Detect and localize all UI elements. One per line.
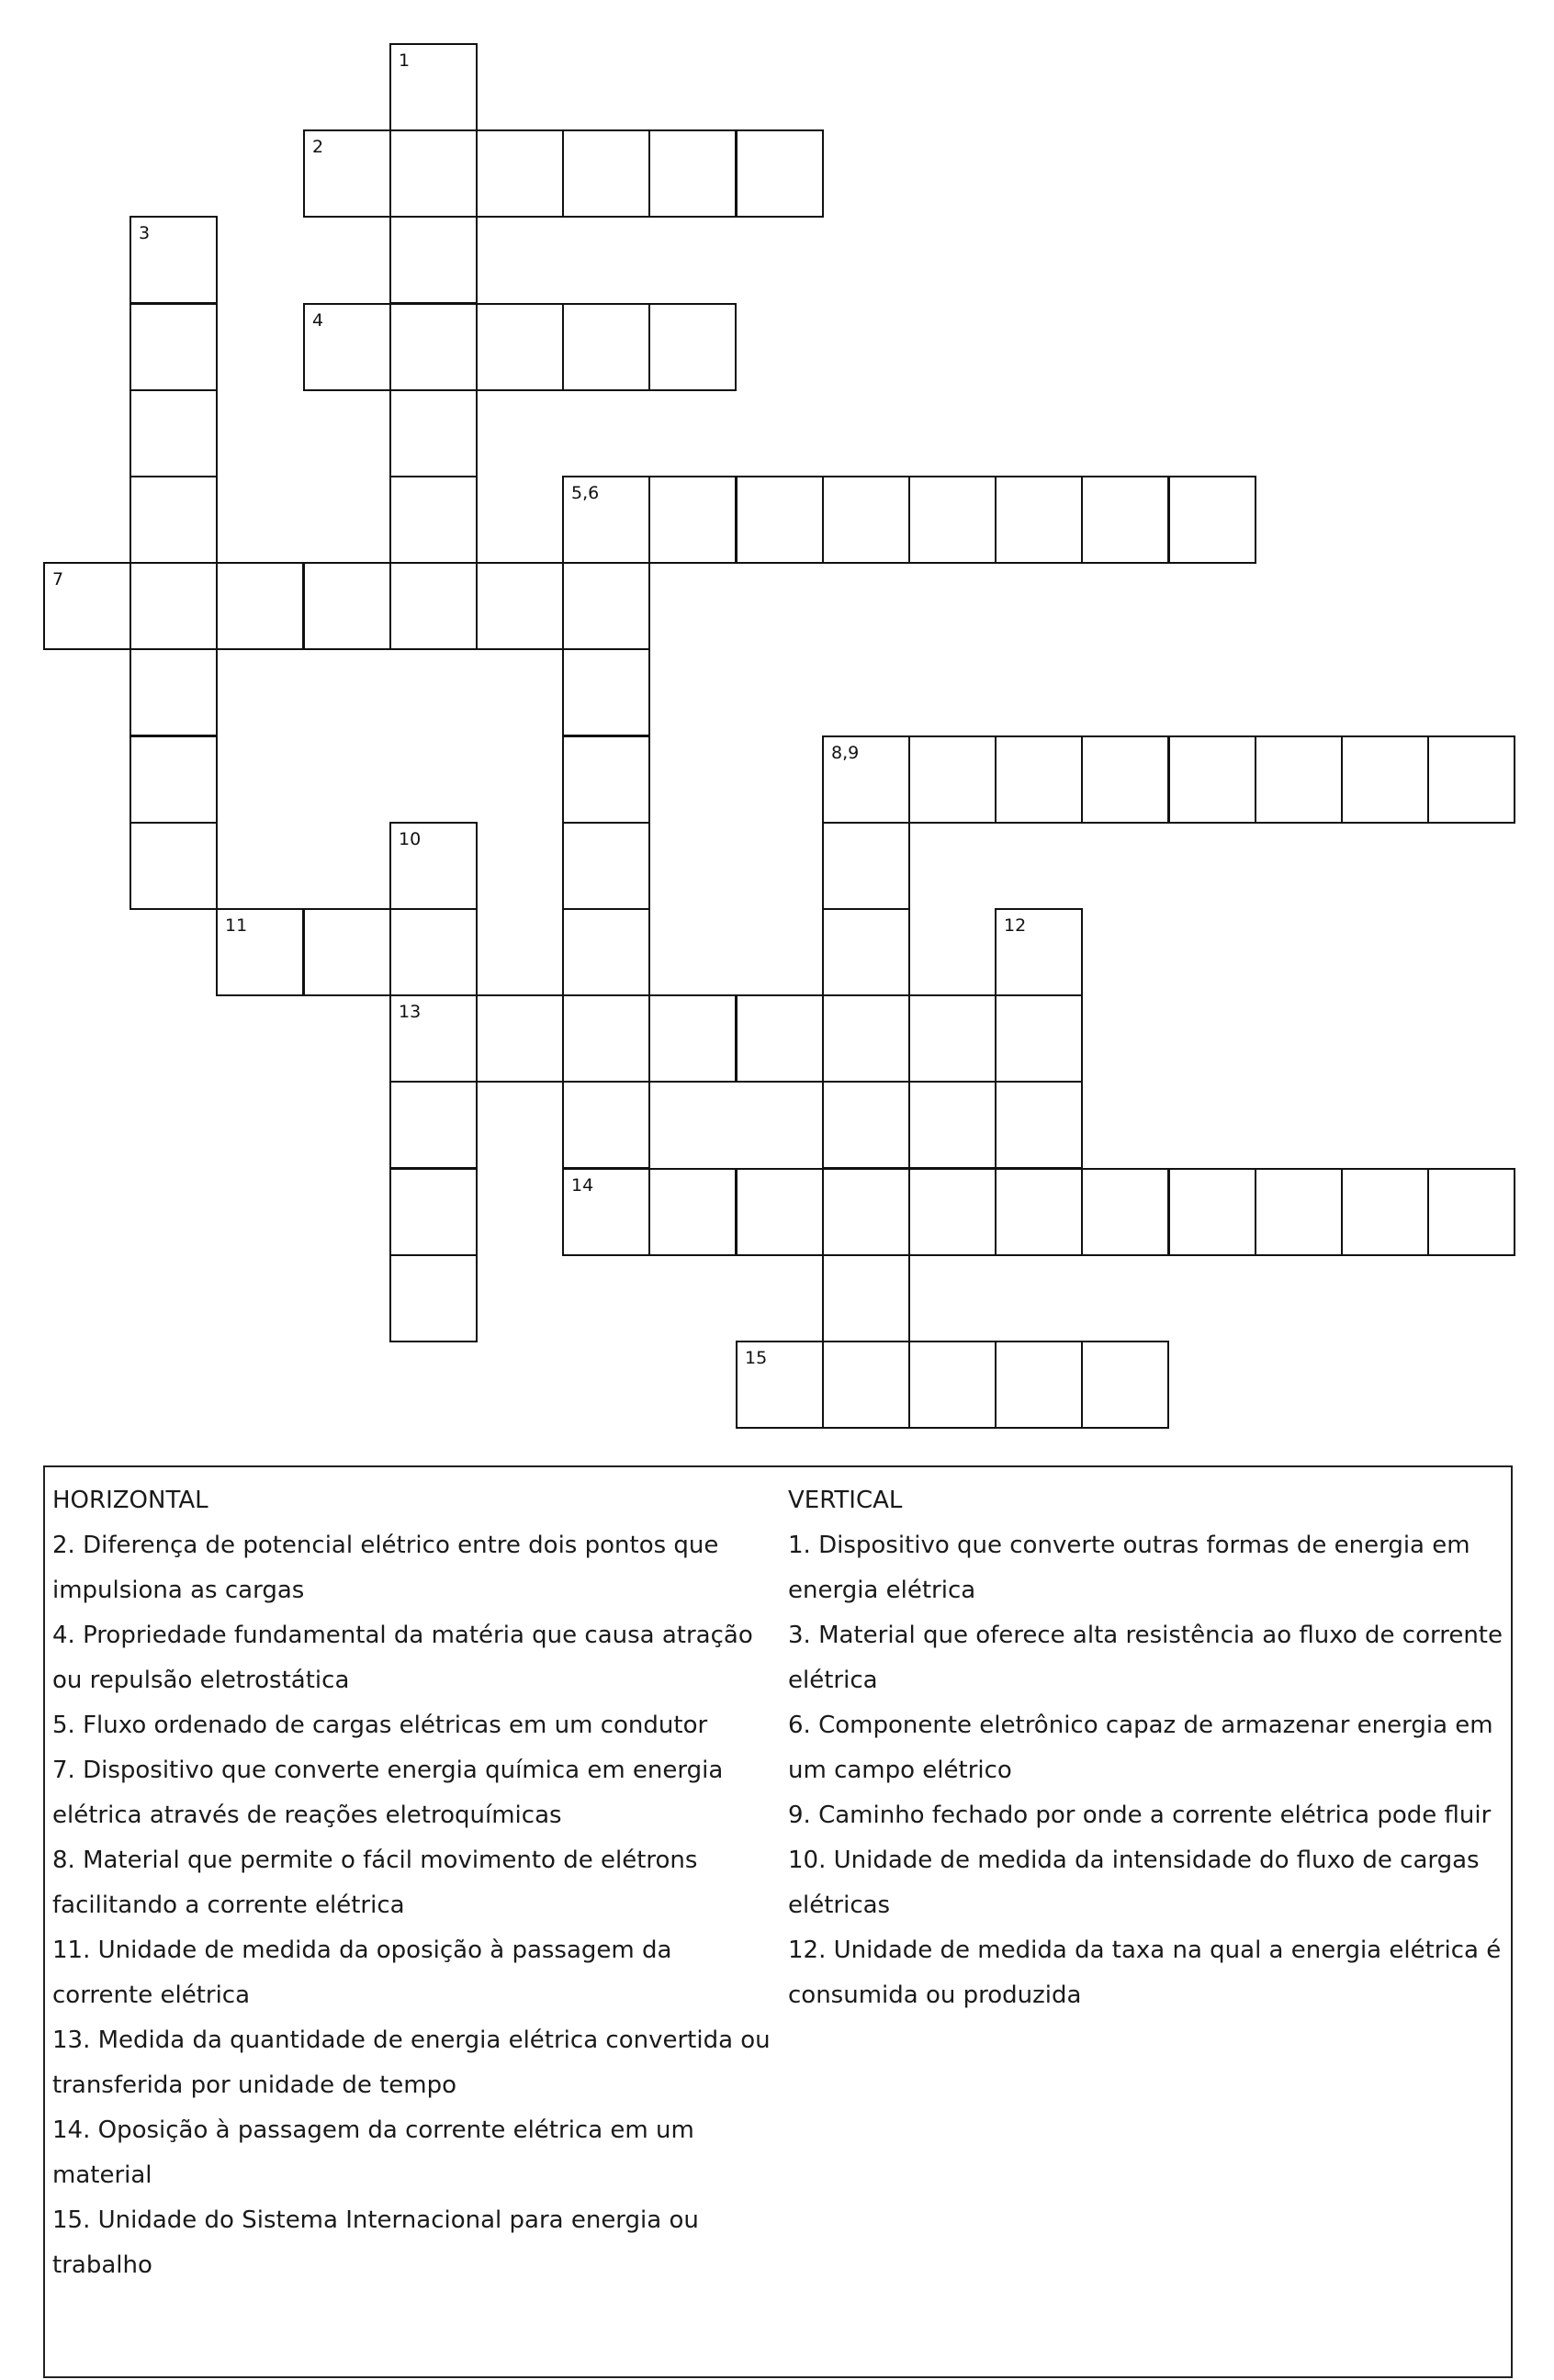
crossword-cell[interactable] (389, 1081, 478, 1169)
crossword-cell[interactable] (736, 1168, 824, 1256)
crossword-cell[interactable] (130, 735, 218, 824)
crossword-cell[interactable] (389, 303, 478, 391)
crossword-cell[interactable] (1255, 1168, 1343, 1256)
crossword-cell[interactable] (476, 994, 564, 1083)
crossword-cell[interactable] (130, 822, 218, 910)
crossword-cell[interactable] (648, 1168, 737, 1256)
crossword-cell[interactable] (303, 303, 391, 391)
crossword-cell[interactable] (1168, 735, 1256, 824)
crossword-cell[interactable] (822, 735, 910, 824)
clue-number: 1 (399, 51, 411, 71)
crossword-cell[interactable] (1427, 1168, 1515, 1256)
crossword-cell[interactable] (389, 908, 478, 996)
crossword-cell[interactable] (389, 562, 478, 650)
crossword-cell[interactable] (1081, 1168, 1169, 1256)
crossword-cell[interactable] (736, 1341, 824, 1429)
crossword-cell[interactable] (1427, 735, 1515, 824)
crossword-cell[interactable] (216, 562, 304, 650)
crossword-cell[interactable] (562, 129, 650, 218)
clue-number: 5,6 (571, 483, 600, 503)
clue-vertical-6: 6. Componente eletrônico capaz de armazenar energia em um campo elétrico (788, 1712, 1493, 1784)
crossword-cell[interactable] (822, 476, 910, 564)
crossword-cell[interactable] (130, 476, 218, 564)
crossword-cell[interactable] (1081, 1341, 1169, 1429)
clue-number: 14 (571, 1175, 594, 1196)
crossword-cell[interactable] (648, 994, 737, 1083)
clue-vertical-1: 1. Dispositivo que converte outras formas de energia em energia elétrica (788, 1532, 1470, 1604)
crossword-cell[interactable] (562, 1168, 650, 1256)
crossword-cell[interactable] (822, 908, 910, 996)
crossword-cell[interactable] (648, 303, 737, 391)
crossword-cell[interactable] (736, 994, 824, 1083)
clue-vertical-12: 12. Unidade de medida da taxa na qual a energia elétrica é consumida ou produzida (788, 1937, 1502, 2009)
clue-number: 13 (399, 1002, 422, 1022)
crossword-cell[interactable] (736, 129, 824, 218)
crossword-cell[interactable] (995, 1341, 1083, 1429)
crossword-cell[interactable] (389, 476, 478, 564)
clue-vertical-10: 10. Unidade de medida da intensidade do fluxo de cargas elétricas (788, 1847, 1480, 1919)
crossword-cell[interactable] (995, 994, 1083, 1083)
clue-horizontal-14: 14. Oposição à passagem da corrente elétrica em um material (52, 2116, 694, 2189)
crossword-cell[interactable] (908, 1341, 997, 1429)
clue-vertical-3: 3. Material que oferece alta resistência ao fluxo de corrente elétrica (788, 1622, 1503, 1694)
crossword-cell[interactable] (562, 476, 650, 564)
crossword-cell[interactable] (476, 562, 564, 650)
crossword-cell[interactable] (562, 303, 650, 391)
crossword-cell[interactable] (1081, 735, 1169, 824)
clue-number: 8,9 (831, 743, 860, 763)
clue-number: 15 (745, 1348, 768, 1368)
crossword-cell[interactable] (908, 994, 997, 1083)
crossword-cell[interactable] (822, 1254, 910, 1342)
crossword-cell[interactable] (995, 908, 1083, 996)
crossword-cell[interactable] (130, 562, 218, 650)
crossword-cell[interactable] (130, 303, 218, 391)
crossword-cell[interactable] (822, 1341, 910, 1429)
crossword-cell[interactable] (908, 1081, 997, 1169)
crossword-cell[interactable] (908, 476, 997, 564)
clue-number: 4 (312, 310, 324, 331)
crossword-cell[interactable] (476, 303, 564, 391)
crossword-cell[interactable] (1168, 1168, 1256, 1256)
crossword-cell[interactable] (389, 1254, 478, 1342)
crossword-cell[interactable] (562, 994, 650, 1083)
crossword-cell[interactable] (476, 129, 564, 218)
crossword-cell[interactable] (908, 1168, 997, 1256)
crossword-cell[interactable] (389, 129, 478, 218)
crossword-cell[interactable] (389, 994, 478, 1083)
clue-number: 12 (1004, 915, 1027, 936)
crossword-cell[interactable] (562, 822, 650, 910)
clue-horizontal-13: 13. Medida da quantidade de energia elétrica convertida ou transferida por unidade de tempo (52, 2026, 771, 2099)
crossword-cell[interactable] (130, 216, 218, 304)
clue-number: 7 (52, 569, 64, 589)
crossword-cell[interactable] (389, 822, 478, 910)
clue-number: 3 (139, 223, 151, 243)
crossword-cell[interactable] (648, 129, 737, 218)
clue-horizontal-4: 4. Propriedade fundamental da matéria que causa atração ou repulsão eletrostática (52, 1622, 753, 1694)
crossword-cell[interactable] (389, 389, 478, 477)
crossword-cell[interactable] (1255, 735, 1343, 824)
crossword-cell[interactable] (43, 562, 131, 650)
crossword-cell[interactable] (303, 908, 391, 996)
clue-horizontal-2: 2. Diferença de potencial elétrico entre dois pontos que impulsiona as cargas (52, 1532, 719, 1604)
crossword-cell[interactable] (1341, 1168, 1429, 1256)
crossword-cell[interactable] (822, 1168, 910, 1256)
clue-number: 2 (312, 137, 324, 157)
crossword-cell[interactable] (822, 822, 910, 910)
crossword-cell[interactable] (130, 648, 218, 736)
crossword-cell[interactable] (736, 476, 824, 564)
clue-horizontal-8: 8. Material que permite o fácil movimento de elétrons facilitando a corrente elétrica (52, 1847, 698, 1919)
clue-vertical-9: 9. Caminho fechado por onde a corrente elétrica pode fluir (788, 1802, 1492, 1829)
clue-horizontal-5: 5. Fluxo ordenado de cargas elétricas em um condutor (52, 1712, 708, 1739)
crossword-cell[interactable] (995, 1081, 1083, 1169)
clue-horizontal-7: 7. Dispositivo que converte energia química em energia elétrica através de reações eletroquímicas (52, 1757, 724, 1829)
crossword-cell[interactable] (1341, 735, 1429, 824)
crossword-cell[interactable] (303, 129, 391, 218)
crossword-cell[interactable] (1168, 476, 1256, 564)
crossword-cell[interactable] (562, 735, 650, 824)
crossword-cell[interactable] (389, 216, 478, 304)
clue-number: 10 (399, 829, 422, 849)
crossword-cell[interactable] (130, 389, 218, 477)
crossword-cell[interactable] (822, 1081, 910, 1169)
crossword-cell[interactable] (995, 735, 1083, 824)
crossword-cell[interactable] (562, 1081, 650, 1169)
vertical-clues (788, 1478, 1504, 2018)
crossword-cell[interactable] (389, 43, 478, 131)
horizontal-clues (52, 1478, 778, 2288)
crossword-cell[interactable] (995, 1168, 1083, 1256)
crossword-cell[interactable] (216, 908, 304, 996)
crossword-cell[interactable] (1081, 476, 1169, 564)
crossword-cell[interactable] (562, 562, 650, 650)
crossword-cell[interactable] (648, 476, 737, 564)
vertical-heading: VERTICAL (788, 1487, 903, 1514)
horizontal-heading: HORIZONTAL (52, 1487, 208, 1514)
crossword-cell[interactable] (562, 908, 650, 996)
clue-horizontal-15: 15. Unidade do Sistema Internacional para energia ou trabalho (52, 2206, 699, 2279)
clues-box (43, 1465, 1513, 2378)
clue-number: 11 (225, 915, 248, 936)
crossword-cell[interactable] (908, 735, 997, 824)
crossword-cell[interactable] (822, 994, 910, 1083)
crossword-cell[interactable] (389, 1168, 478, 1256)
crossword-cell[interactable] (303, 562, 391, 650)
crossword-cell[interactable] (995, 476, 1083, 564)
crossword-cell[interactable] (562, 648, 650, 736)
clue-horizontal-11: 11. Unidade de medida da oposição à passagem da corrente elétrica (52, 1937, 672, 2009)
